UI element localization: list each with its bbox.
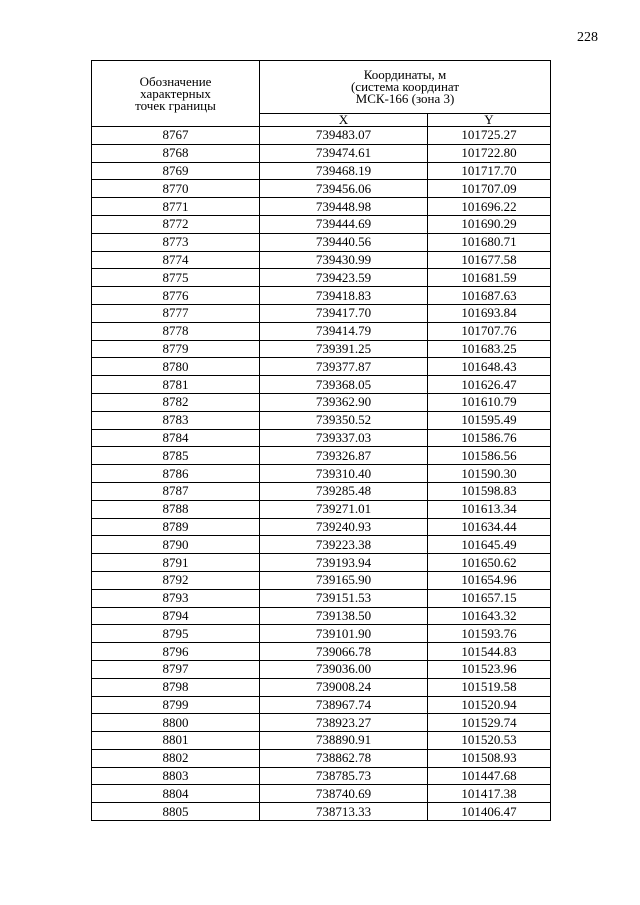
cell-x: 739337.03: [260, 429, 428, 447]
header-x: X: [260, 114, 428, 127]
cell-x: 739448.98: [260, 198, 428, 216]
cell-point-id: 8780: [92, 358, 260, 376]
cell-point-id: 8767: [92, 127, 260, 145]
cell-x: 739391.25: [260, 340, 428, 358]
cell-point-id: 8769: [92, 162, 260, 180]
cell-x: 739326.87: [260, 447, 428, 465]
cell-y: 101687.63: [428, 287, 551, 305]
cell-x: 739350.52: [260, 411, 428, 429]
cell-y: 101406.47: [428, 803, 551, 821]
cell-x: 739430.99: [260, 251, 428, 269]
table-row: [92, 518, 551, 536]
cell-y: 101681.59: [428, 269, 551, 287]
cell-point-id: 8781: [92, 376, 260, 394]
cell-y: 101523.96: [428, 660, 551, 678]
cell-y: 101586.76: [428, 429, 551, 447]
table-row: [92, 714, 551, 732]
cell-y: 101508.93: [428, 749, 551, 767]
cell-y: 101707.09: [428, 180, 551, 198]
cell-y: 101643.32: [428, 607, 551, 625]
table-row: [92, 500, 551, 518]
table-row: [92, 322, 551, 340]
table-row: [92, 287, 551, 305]
table-row: [92, 144, 551, 162]
table-row: [92, 785, 551, 803]
cell-x: 739008.24: [260, 678, 428, 696]
cell-y: 101680.71: [428, 233, 551, 251]
cell-point-id: 8805: [92, 803, 260, 821]
table-row: [92, 767, 551, 785]
table-row: [92, 340, 551, 358]
cell-point-id: 8797: [92, 660, 260, 678]
header-coords-line: Координаты, м: [363, 67, 447, 82]
cell-x: 739165.90: [260, 571, 428, 589]
cell-point-id: 8782: [92, 393, 260, 411]
cell-x: 739193.94: [260, 554, 428, 572]
table-row: [92, 589, 551, 607]
table-row: [92, 625, 551, 643]
cell-y: 101648.43: [428, 358, 551, 376]
cell-y: 101677.58: [428, 251, 551, 269]
cell-y: 101520.94: [428, 696, 551, 714]
cell-y: 101626.47: [428, 376, 551, 394]
cell-point-id: 8776: [92, 287, 260, 305]
cell-point-id: 8802: [92, 749, 260, 767]
cell-x: 739310.40: [260, 465, 428, 483]
cell-y: 101654.96: [428, 571, 551, 589]
cell-y: 101595.49: [428, 411, 551, 429]
cell-point-id: 8789: [92, 518, 260, 536]
cell-point-id: 8792: [92, 571, 260, 589]
cell-point-id: 8778: [92, 322, 260, 340]
table-row: [92, 536, 551, 554]
cell-x: 739418.83: [260, 287, 428, 305]
cell-x: 738740.69: [260, 785, 428, 803]
table-row: [92, 482, 551, 500]
table-row: [92, 465, 551, 483]
cell-x: 739271.01: [260, 500, 428, 518]
cell-x: 739223.38: [260, 536, 428, 554]
cell-point-id: 8798: [92, 678, 260, 696]
cell-y: 101417.38: [428, 785, 551, 803]
cell-y: 101645.49: [428, 536, 551, 554]
cell-y: 101650.62: [428, 554, 551, 572]
cell-y: 101610.79: [428, 393, 551, 411]
header-coords-line: (система координат: [350, 79, 460, 94]
header-name-line: точек границы: [135, 97, 216, 113]
cell-x: 739362.90: [260, 393, 428, 411]
table-row: [92, 607, 551, 625]
cell-point-id: 8771: [92, 198, 260, 216]
cell-point-id: 8779: [92, 340, 260, 358]
cell-point-id: 8788: [92, 500, 260, 518]
cell-point-id: 8787: [92, 482, 260, 500]
cell-x: 739483.07: [260, 127, 428, 145]
table-row: [92, 696, 551, 714]
cell-x: 738785.73: [260, 767, 428, 785]
cell-x: 739440.56: [260, 233, 428, 251]
cell-x: 738967.74: [260, 696, 428, 714]
cell-point-id: 8796: [92, 643, 260, 661]
table-row: [92, 660, 551, 678]
cell-y: 101725.27: [428, 127, 551, 145]
table-row: [92, 233, 551, 251]
cell-point-id: 8772: [92, 215, 260, 233]
cell-y: 101707.76: [428, 322, 551, 340]
cell-y: 101722.80: [428, 144, 551, 162]
header-point-designation: [92, 61, 260, 127]
cell-point-id: 8793: [92, 589, 260, 607]
cell-x: 738713.33: [260, 803, 428, 821]
cell-x: 739417.70: [260, 304, 428, 322]
header-name-line: характерных: [140, 85, 211, 101]
table-row: [92, 643, 551, 661]
cell-x: 739377.87: [260, 358, 428, 376]
table-row: [92, 215, 551, 233]
cell-y: 101696.22: [428, 198, 551, 216]
cell-y: 101690.29: [428, 215, 551, 233]
table-row: [92, 678, 551, 696]
table-body: [92, 127, 551, 821]
cell-y: 101634.44: [428, 518, 551, 536]
table-row: [92, 376, 551, 394]
cell-y: 101593.76: [428, 625, 551, 643]
table-row: [92, 162, 551, 180]
table-row: [92, 571, 551, 589]
cell-point-id: 8774: [92, 251, 260, 269]
cell-point-id: 8794: [92, 607, 260, 625]
cell-x: 739368.05: [260, 376, 428, 394]
cell-x: 739285.48: [260, 482, 428, 500]
table-row: [92, 554, 551, 572]
cell-x: 739240.93: [260, 518, 428, 536]
table-row: [92, 393, 551, 411]
header-coords-line: МСК-166 (зона 3): [355, 91, 455, 106]
cell-point-id: 8801: [92, 732, 260, 750]
cell-x: 739414.79: [260, 322, 428, 340]
cell-point-id: 8768: [92, 144, 260, 162]
header-coordinates: [260, 61, 551, 114]
cell-x: 739066.78: [260, 643, 428, 661]
cell-x: 739138.50: [260, 607, 428, 625]
cell-point-id: 8799: [92, 696, 260, 714]
cell-point-id: 8773: [92, 233, 260, 251]
cell-x: 738890.91: [260, 732, 428, 750]
cell-x: 739036.00: [260, 660, 428, 678]
cell-y: 101520.53: [428, 732, 551, 750]
cell-x: 739474.61: [260, 144, 428, 162]
cell-x: 738862.78: [260, 749, 428, 767]
table-row: [92, 749, 551, 767]
table-row: [92, 358, 551, 376]
cell-point-id: 8785: [92, 447, 260, 465]
cell-y: 101693.84: [428, 304, 551, 322]
cell-x: 739151.53: [260, 589, 428, 607]
cell-y: 101683.25: [428, 340, 551, 358]
header-name-line: Обозначение: [139, 73, 212, 89]
table-row: [92, 269, 551, 287]
cell-y: 101657.15: [428, 589, 551, 607]
table-row: [92, 411, 551, 429]
cell-x: 739468.19: [260, 162, 428, 180]
cell-point-id: 8770: [92, 180, 260, 198]
cell-point-id: 8786: [92, 465, 260, 483]
cell-point-id: 8795: [92, 625, 260, 643]
cell-point-id: 8803: [92, 767, 260, 785]
table-row: [92, 180, 551, 198]
table-row: [92, 127, 551, 145]
cell-point-id: 8784: [92, 429, 260, 447]
table-row: [92, 803, 551, 821]
cell-y: 101613.34: [428, 500, 551, 518]
cell-point-id: 8777: [92, 304, 260, 322]
cell-point-id: 8800: [92, 714, 260, 732]
table-row: [92, 198, 551, 216]
cell-point-id: 8804: [92, 785, 260, 803]
coordinates-table: [91, 60, 551, 821]
table-row: [92, 447, 551, 465]
cell-y: 101529.74: [428, 714, 551, 732]
cell-x: 739444.69: [260, 215, 428, 233]
header-y: Y: [428, 114, 551, 127]
cell-y: 101447.68: [428, 767, 551, 785]
table-row: [92, 732, 551, 750]
page-number: 228: [577, 30, 598, 45]
table-row: [92, 304, 551, 322]
cell-y: 101519.58: [428, 678, 551, 696]
table-row: [92, 429, 551, 447]
table-row: [92, 251, 551, 269]
cell-point-id: 8791: [92, 554, 260, 572]
cell-point-id: 8775: [92, 269, 260, 287]
cell-y: 101598.83: [428, 482, 551, 500]
cell-x: 739456.06: [260, 180, 428, 198]
cell-point-id: 8790: [92, 536, 260, 554]
cell-y: 101544.83: [428, 643, 551, 661]
cell-x: 739423.59: [260, 269, 428, 287]
cell-x: 739101.90: [260, 625, 428, 643]
cell-y: 101590.30: [428, 465, 551, 483]
cell-y: 101586.56: [428, 447, 551, 465]
cell-x: 738923.27: [260, 714, 428, 732]
cell-point-id: 8783: [92, 411, 260, 429]
cell-y: 101717.70: [428, 162, 551, 180]
